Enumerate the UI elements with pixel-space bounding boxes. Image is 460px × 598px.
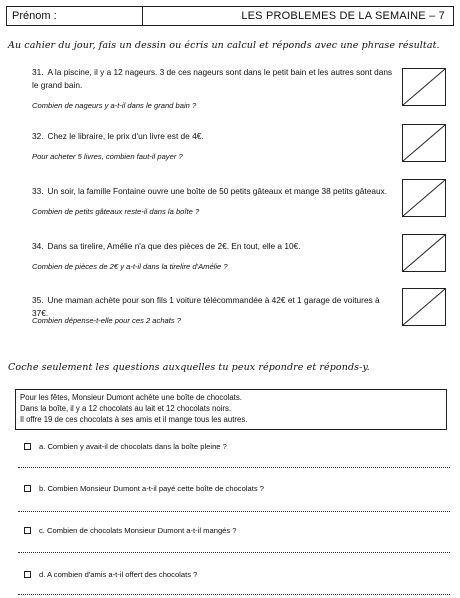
check-question-d (24, 570, 197, 579)
problem-34 (20, 240, 454, 288)
name-field-label: Prénom : (7, 7, 143, 25)
problem-text: 32. Chez le libraire, le prix d'un livre est de 4€. (32, 131, 204, 141)
diagonal-line (403, 289, 445, 325)
answer-box[interactable] (402, 68, 446, 106)
checkbox[interactable] (24, 527, 31, 534)
page-header (6, 6, 454, 26)
problem-text: 34. Dans sa tirelire, Amélie n'a que des pièces de 2€. En tout, elle a 10€. (32, 241, 301, 251)
instruction-text: Au cahier du jour, fais un dessin ou écris un calcul et réponds avec une phrase résultat. (8, 40, 440, 51)
answer-line[interactable] (18, 552, 450, 553)
answer-box[interactable] (402, 124, 446, 162)
check-question-label: d. A combien d'amis a-t-il offert des chocolats ? (39, 570, 198, 579)
check-question-b (24, 484, 264, 493)
problem-32 (20, 130, 454, 178)
problem-text: 35. Une maman achète pour son fils 1 voiture télécommandée à 42€ et 1 garage de voitures à 37€. (32, 295, 380, 318)
diagonal-line (403, 69, 445, 105)
problem-question: Combien de pièces de 2€ y a-t-il dans la tirelire d'Amélie ? (32, 262, 228, 271)
answer-box[interactable] (402, 234, 446, 272)
checkbox[interactable] (24, 571, 31, 578)
problem-text: 33. Un soir, la famille Fontaine ouvre une boîte de 50 petits gâteaux et mange 38 petits gâteaux. (32, 186, 388, 196)
story-line: Il offre 19 de ces chocolats à ses amis et il mange tous les autres. (20, 415, 248, 424)
problem-question: Combien de nageurs y a-t-il dans le grand bain ? (32, 101, 197, 110)
problem-question: Combien dépense-t-elle pour ces 2 achats ? (32, 316, 182, 325)
answer-box[interactable] (402, 288, 446, 326)
story-line: Pour les fêtes, Monsieur Dumont achète une boîte de chocolats. (20, 393, 242, 402)
check-question-label: b. Combien Monsieur Dumont a-t-il payé cette boîte de chocolats ? (39, 484, 264, 493)
checkbox[interactable] (24, 443, 31, 450)
check-question-label: a. Combien y avait-il de chocolats dans la boîte pleine ? (39, 442, 227, 451)
problem-text: 31. A la piscine, il y a 12 nageurs. 3 de ces nageurs sont dans le petit bain et les autres sont dans le grand bain. (32, 67, 393, 90)
check-question-a (24, 442, 227, 451)
check-question-label: c. Combien de chocolats Monsieur Dumont a-t-il mangés ? (39, 526, 237, 535)
checkbox[interactable] (24, 485, 31, 492)
answer-line[interactable] (18, 511, 450, 512)
problem-31 (20, 66, 454, 114)
answer-box[interactable] (402, 179, 446, 217)
answer-line[interactable] (18, 467, 450, 468)
story-box (15, 389, 447, 430)
problem-33 (20, 185, 454, 233)
instruction-text-2: Coche seulement les questions auxquelles tu peux répondre et réponds-y. (8, 362, 370, 373)
story-line: Dans la boîte, il y a 12 chocolats au lait et 12 chocolats noirs. (20, 404, 232, 413)
answer-line[interactable] (18, 594, 450, 595)
diagonal-line (403, 180, 445, 216)
problem-35 (20, 294, 454, 342)
diagonal-line (403, 235, 445, 271)
problem-question: Pour acheter 5 livres, combien faut-il payer ? (32, 152, 183, 161)
check-question-c (24, 526, 237, 535)
page-title: LES PROBLEMES DE LA SEMAINE – 7 (241, 10, 445, 22)
diagonal-line (403, 125, 445, 161)
problem-question: Combien de petits gâteaux reste-il dans la boîte ? (32, 207, 200, 216)
